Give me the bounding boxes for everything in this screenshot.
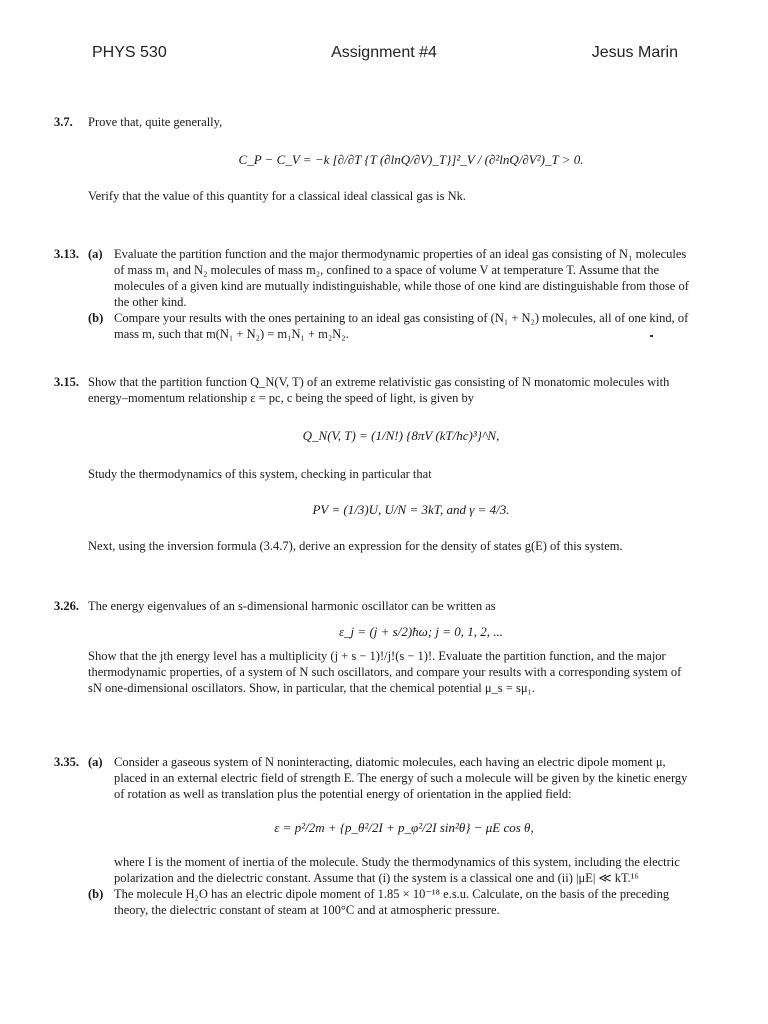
equation: C_P − C_V = −k [∂/∂T {T (∂lnQ/∂V)_T}]²_V / (∂²lnQ/∂V²)_T > 0. [238,152,584,167]
part-text: Consider a gaseous system of N noninteracting, diatomic molecules, each having an electric dipole moment μ, placed in an external electric field of strength E. The energy of such a molecule will be given by the kinetic energy of rotation as well as translation plus the potential energy of orientation in the applied field: [114,755,688,801]
equation: ε_j = (j + s/2)ħω; j = 0, 1, 2, ... [338,624,504,639]
problem-followup: Show that the jth energy level has a multiplicity (j + s − 1)!/j!(s − 1)!. Evaluate the partition function, and the major thermodynamic properties, of a system of N such oscillators, and compare your results with a corresponding system of sN one-dimensional oscillators. Show, in particular, that the chemical potential μ_s = sμ₁. [88,649,682,695]
problem-number: 3.15. [54,375,79,389]
assignment-title: Assignment #4 [331,44,437,61]
problem-statement: The energy eigenvalues of an s-dimensional harmonic oscillator can be written as [88,599,496,613]
part-text: The molecule H₂O has an electric dipole moment of 1.85 × 10⁻¹⁸ e.s.u. Calculate, on the basis of the preceding theory, the dielectric constant of steam at 100°C and at atmospheric pressure. [114,887,670,917]
problem-part [88,246,694,310]
problem-statement: Prove that, quite generally, [88,115,223,129]
problem-number: 3.26. [54,599,79,613]
part-label: (a) [88,247,103,261]
part-label: (a) [88,755,103,769]
part-text: Evaluate the partition function and the major thermodynamic properties of an ideal gas consisting of N₁ molecules of mass m₁ and N₂ molecules of mass m₂, confined to a space of volume V at temperature T. Assume that the molecules of a given kind are mutually indistinguishable, while those of one kind are distinguishable from those of the other kind. [114,247,689,309]
problem-3-26 [54,598,694,696]
author-name: Jesus Marin [591,44,678,61]
problem-3-15 [54,374,694,554]
problem-followup: Next, using the inversion formula (3.4.7), derive an expression for the density of states g(E) of this system. [88,539,623,553]
problem-number: 3.13. [54,247,79,261]
problem-3-35 [54,754,694,918]
problem-followup: where I is the moment of inertia of the molecule. Study the thermodynamics of this system, including the electric polarization and the dielectric constant. Assume that (i) the system is a classical one and (ii) |μE| ≪ kT.¹⁶ [114,855,680,885]
equation: ε = p²/2m + {p_θ²/2I + p_φ²/2I sin²θ} − μE cos θ, [274,820,534,835]
equation-2: PV = (1/3)U, U/N = 3kT, and γ = 4/3. [312,502,510,517]
part-text: Compare your results with the ones pertaining to an ideal gas consisting of (N₁ + N₂) molecules, all of one kind, of mass m, such that m(N₁ + N₂) = m₁N₁ + m₂N₂. [114,311,689,341]
course-label: PHYS 530 [92,44,167,61]
problem-3-7 [54,114,694,204]
problem-statement: Show that the partition function Q_N(V, T) of an extreme relativistic gas consisting of N monatomic molecules with energy–momentum relationship ε = pc, c being the speed of light, is given by [88,375,670,405]
problem-part [88,886,694,918]
problem-number: 3.7. [54,115,73,129]
problem-part [88,754,694,886]
problem-part [88,310,694,342]
part-label: (b) [88,311,104,325]
problem-mid: Study the thermodynamics of this system, checking in particular that [88,467,432,481]
problem-3-13 [54,246,694,342]
problem-number: 3.35. [54,755,79,769]
equation: Q_N(V, T) = (1/N!) {8πV (kT/hc)³}^N, [302,428,500,443]
problem-followup: Verify that the value of this quantity for a classical ideal classical gas is Nk. [88,189,467,203]
stray-mark [650,335,653,337]
part-label: (b) [88,887,104,901]
